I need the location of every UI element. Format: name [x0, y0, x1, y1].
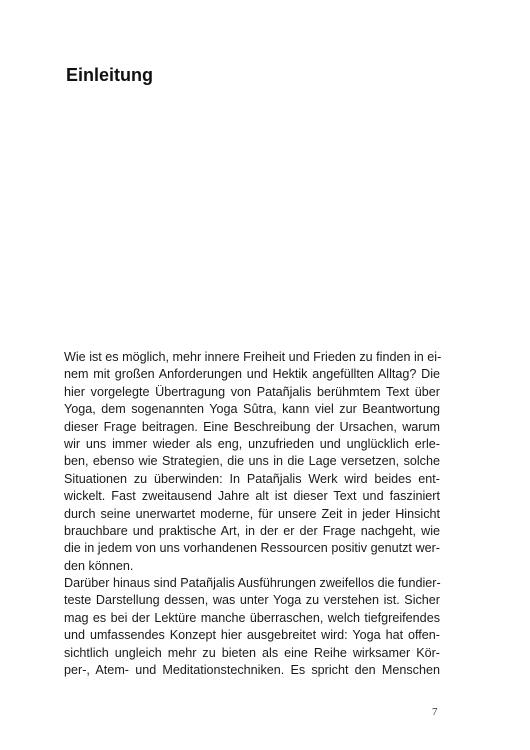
page-number: 7 — [432, 706, 438, 718]
text-line: hier vorgelegte Übertragung von Patañjalis berühmtem Text über — [64, 384, 440, 399]
text-line: wickelt. Fast zweitausend Jahre alt ist dieser Text und fasziniert — [64, 489, 440, 504]
text-line: per-, Atem- und Meditationstechniken. Es spricht den Menschen — [64, 663, 440, 678]
text-line: und umfassendes Konzept hier ausgebreitet wird: Yoga hat offen- — [64, 628, 440, 643]
text-line: teste Darstellung dessen, was unter Yoga zu verstehen ist. Sicher — [64, 593, 440, 608]
text-line: nem mit großen Anforderungen und Hektik angefüllten Alltag? Die — [64, 367, 440, 382]
text-line: ben, ebenso wie Strategien, die uns in die Lage versetzen, solche — [64, 454, 440, 469]
body-text — [64, 349, 440, 679]
text-line: Yoga, dem sogenannten Yoga Sûtra, kann viel zur Beantwortung — [64, 402, 440, 417]
text-line: die in jedem von uns vorhandenen Ressourcen positiv genutzt wer- — [64, 541, 440, 556]
paragraph — [64, 575, 440, 679]
paragraph — [64, 349, 440, 575]
text-line: dieser Frage beitragen. Eine Beschreibung der Ursachen, warum — [64, 419, 440, 434]
text-line: brauchbare und praktische Art, in der er der Frage nachgeht, wie — [64, 523, 440, 538]
text-line: durch seine unerwartet moderne, für unsere Zeit in jeder Hinsicht — [64, 506, 440, 521]
text-line: den können. — [64, 558, 134, 573]
text-line: Darüber hinaus sind Patañjalis Ausführungen zweifellos die fundier- — [64, 576, 441, 591]
text-line: sichtlich ungleich mehr zu bieten als eine Reihe wirksamer Kör- — [64, 645, 440, 660]
text-line: wir uns immer wieder als eng, unzufrieden und unglücklich erle- — [64, 436, 440, 451]
text-line: Wie ist es möglich, mehr innere Freiheit und Frieden zu finden in ei- — [64, 350, 442, 364]
page-title: Einleitung — [66, 65, 153, 85]
text-line: mag es bei der Lektüre manche überraschen, welch tiefgreifendes — [64, 610, 440, 625]
text-line: Situationen zu überwinden: In Patañjalis Werk wird beides ent- — [64, 471, 440, 486]
